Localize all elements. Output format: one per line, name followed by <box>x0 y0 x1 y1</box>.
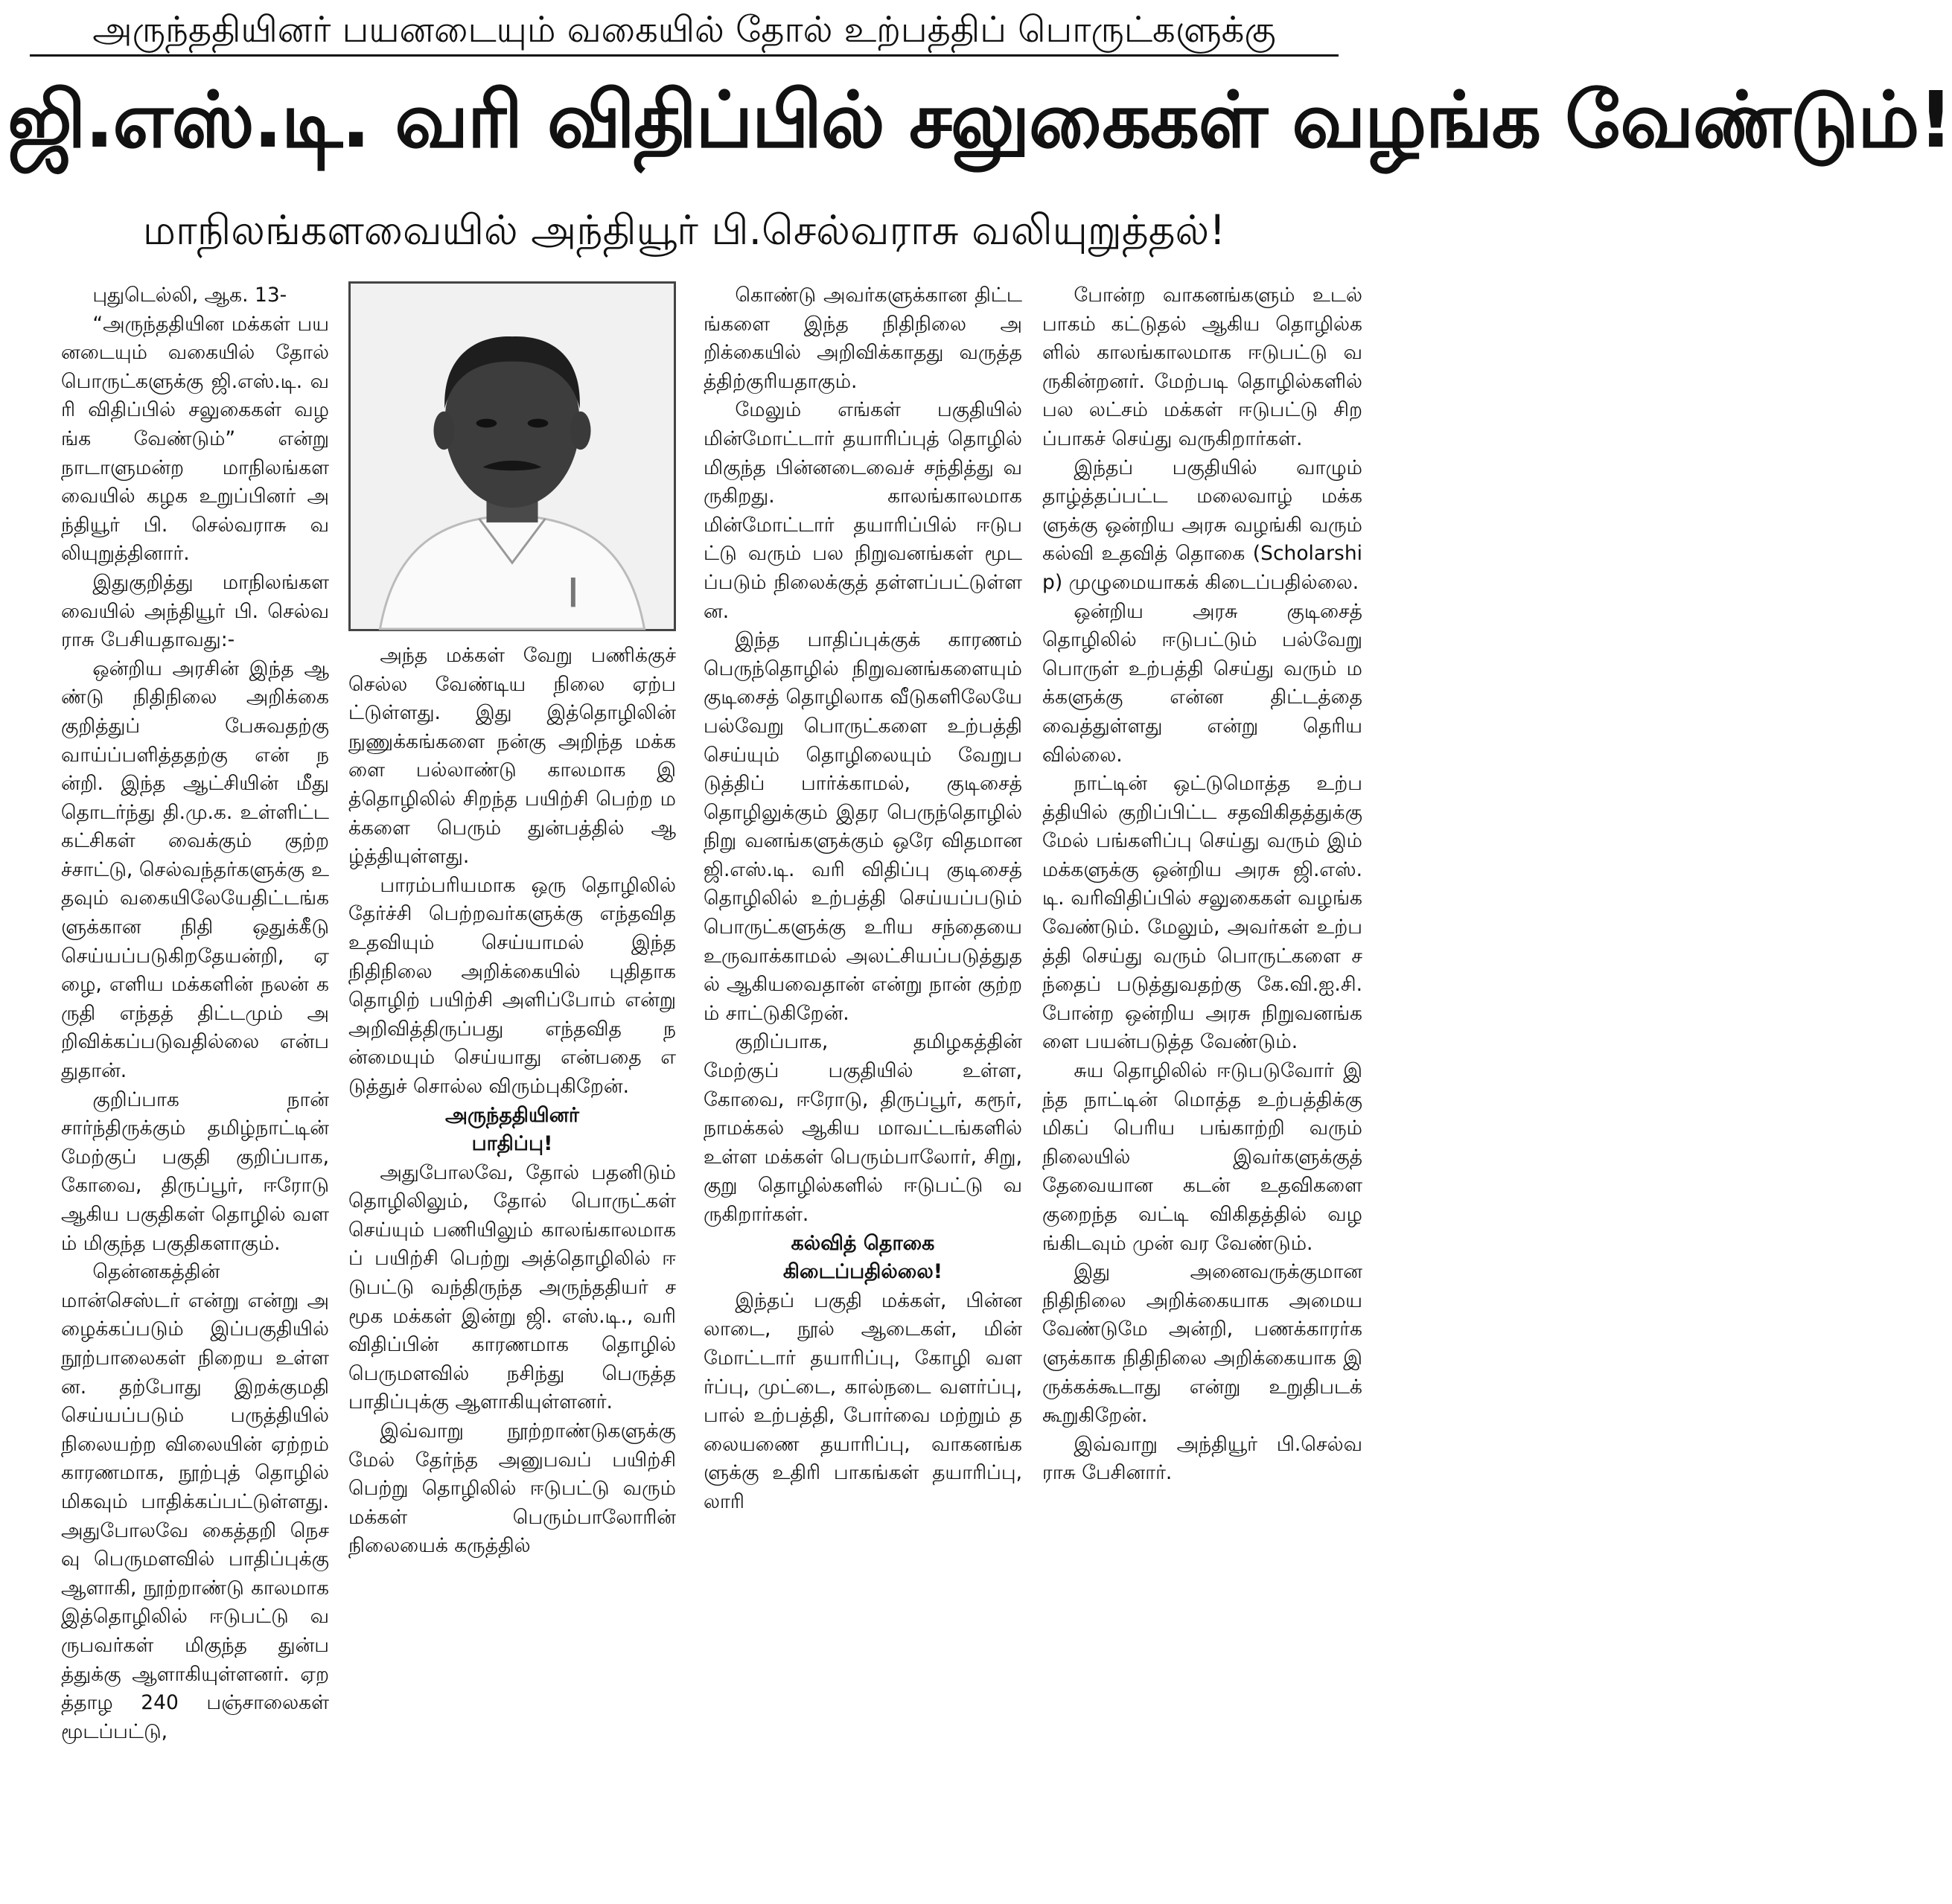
section-subtitle-line: பாதிப்பு! <box>471 1132 553 1156</box>
paragraph: இது அனைவருக்குமான நிதிநிலை அறிக்கையாக அமைய வேண்டுமே அன்றி, பணக்காரர்களுக்காக நிதிநிலை அறிக்கையாக இருக்கக்கூடாது என்று உறுதிபடக் கூறுகிறேன். <box>1042 1260 1362 1428</box>
paragraph: அதுபோலவே, தோல் பதனிடும் தொழிலிலும், தோல் பொருட்கள் செய்யும் பணியிலும் காலங்காலமாகப் பயிற்சி பெற்று அத்தொழிலில் ஈடுபட்டு வந்திருந்த அருந்ததியர் சமூக மக்கள் இன்று ஜி. எஸ்.டி., வரி விதிப்பின் காரணமாக தொழில் பெருமளவில் நசிந்து பெருத்த பாதிப்புக்கு ஆளாகியுள்ளனர். <box>348 1160 676 1414</box>
paragraph: பாரம்பரியமாக ஒரு தொழிலில் தேர்ச்சி பெற்றவர்களுக்கு எந்தவித உதவியும் செய்யாமல் இந்த நிதிநிலை அறிக்கையில் புதிதாக தொழிற் பயிற்சி அளிப்போம் என்று அறிவித்திருப்பது எந்தவித நன்மையும் செய்யாது என்பதை எடுத்துச் சொல்ல விரும்புகிறேன். <box>348 873 676 1098</box>
paragraph: நாட்டின் ஒட்டுமொத்த உற்பத்தியில் குறிப்பிட்ட சதவிகிதத்துக்கு மேல் பங்களிப்பு செய்து வரும் இம் மக்களுக்கு ஒன்றிய அரசு ஜி.எஸ்.டி. வரிவிதிப்பில் சலுகைகள் வழங்க வேண்டும். மேலும், அவர்கள் உற்பத்தி செய்து வரும் பொருட்களை சந்தைப் படுத்துவதற்கு கே.வி.ஐ.சி. போன்ற ஒன்றிய அரசு நிறுவனங்களை பயன்படுத்த வேண்டும். <box>1042 772 1362 1054</box>
paragraph: இந்தப் பகுதியில் வாழும் தாழ்த்தப்பட்ட மலைவாழ் மக்களுக்கு ஒன்றிய அரசு வழங்கி வரும் கல்வி உதவித் தொகை (Scholarship) முழுமையாகக் கிடைப்பதில்லை. <box>1042 456 1362 594</box>
column-2 <box>348 281 676 1897</box>
paragraph: குறிப்பாக, தமிழகத்தின் மேற்குப் பகுதியில் உள்ள, கோவை, ஈரோடு, திருப்பூர், கரூர், நாமக்கல் ஆகிய மாவட்டங்களில் உள்ள மக்கள் பெரும்பாலோர், சிறு, குறு தொழில்களில் ஈடுபட்டு வருகிறார்கள். <box>704 1030 1022 1226</box>
paragraph: இந்த பாதிப்புக்குக் காரணம் பெருந்தொழில் நிறுவனங்களையும் குடிசைத் தொழிலாக வீடுகளிலேயே பல்வேறு பொருட்களை உற்பத்தி செய்யும் தொழிலையும் வேறுபடுத்திப் பார்க்காமல், குடிசைத் தொழிலுக்கும் இதர பெருந்தொழில் நிறு வனங்களுக்கும் ஒரே விதமான ஜி.எஸ்.டி. வரி விதிப்பு குடிசைத் தொழிலில் உற்பத்தி செய்யப்படும் பொருட்களுக்கு உரிய சந்தையை உருவாக்காமல் அலட்சியப்படுத்துதல் ஆகியவைதான் என்று நான் குற்றம் சாட்டுகிறேன். <box>704 628 1022 1025</box>
paragraph: இந்தப் பகுதி மக்கள், பின்னலாடை, நூல் ஆடைகள், மின் மோட்டார் தயாரிப்பு, கோழி வளர்ப்பு, முட்டை, கால்நடை வளர்ப்பு, பால் உற்பத்தி, போர்வை மற்றும் தலையணை தயாரிப்பு, வாகனங்களுக்கு உதிரி பாகங்கள் தயாரிப்பு, லாரி <box>704 1288 1022 1513</box>
column-3 <box>704 281 1022 1897</box>
section-subtitle <box>348 1102 676 1159</box>
section-subtitle-line: அருந்ததியினர் <box>444 1103 580 1127</box>
dateline: புதுடெல்லி, ஆக. 13- <box>92 284 287 307</box>
paragraph: அந்த மக்கள் வேறு பணிக்குச் செல்ல வேண்டிய நிலை ஏற்பட்டுள்ளது. இது இத்தொழிலின் நுணுக்கங்களை நன்கு அறிந்த மக்களை பல்லாண்டு காலமாக இத்தொழிலில் சிறந்த பயிற்சி பெற்ற மக்களை பெரும் துன்பத்தில் ஆழ்த்தியுள்ளது. <box>348 644 676 869</box>
paragraph: “அருந்ததியின மக்கள் பயனடையும் வகையில் தோல் பொருட்களுக்கு ஜி.எஸ்.டி. வரி விதிப்பில் சலுகைகள் வழங்க வேண்டும்” என்று நாடாளுமன்ற மாநிலங்களவையில் கழக உறுப்பினர் அந்தியூர் பி. செல்வராசு வலியுறுத்தினார். <box>61 312 329 566</box>
subheadline: மாநிலங்களவையில் அந்தியூர் பி.செல்வராசு வலியுறுத்தல்! <box>142 206 1226 254</box>
section-subtitle <box>704 1230 1022 1287</box>
section-subtitle-line: கல்வித் தொகை <box>791 1231 935 1255</box>
paragraph: இவ்வாறு நூற்றாண்டுகளுக்கு மேல் தேர்ந்த அனுபவப் பயிற்சி பெற்று தொழிலில் ஈடுபட்டு வரும் மக்கள் பெரும்பாலோரின் நிலையைக் கருத்தில் <box>348 1419 676 1558</box>
section-subtitle-line: கிடைப்பதில்லை! <box>782 1260 943 1284</box>
speaker-photo <box>348 281 676 631</box>
paragraph: ஒன்றிய அரசு குடிசைத் தொழிலில் ஈடுபட்டும் பல்வேறு பொருள் உற்பத்தி செய்து வரும் மக்களுக்கு என்ன திட்டத்தை வைத்துள்ளது என்று தெரியவில்லை. <box>1042 599 1362 767</box>
paragraph: குறிப்பாக நான் சார்ந்திருக்கும் தமிழ்நாட்டின் மேற்குப் பகுதி குறிப்பாக, கோவை, திருப்பூர், ஈரோடு ஆகிய பகுதிகள் தொழில் வளம் மிகுந்த பகுதிகளாகும். <box>61 1087 329 1255</box>
paragraph: மேலும் எங்கள் பகுதியில் மின்மோட்டார் தயாரிப்புத் தொழில் மிகுந்த பின்னடைவைச் சந்தித்து வருகிறது. காலங்காலமாக மின்மோட்டார் தயாரிப்பில் ஈடுபட்டு வரும் பல நிறுவனங்கள் மூடப்படும் நிலைக்குத் தள்ளப்பட்டுள்ளன. <box>704 398 1022 623</box>
paragraph: தென்னகத்தின் மான்செஸ்டர் என்று என்று அழைக்கப்படும் இப்பகுதியில் நூற்பாலைகள் நிறைய உள்ளன. தற்போது இறக்குமதி செய்யப்படும் பருத்தியில் நிலையற்ற விலையின் ஏற்றம் காரணமாக, நூற்புத் தொழில் மிகவும் பாதிக்கப்பட்டுள்ளது. அதுபோலவே கைத்தறி நெசவு பெருமளவில் பாதிப்புக்கு ஆளாகி, நூற்றாண்டு காலமாக இத்தொழிலில் ஈடுபட்டு வருபவர்கள் மிகுந்த துன்பத்துக்கு ஆளாகியுள்ளனர். ஏறத்தாழ 240 பஞ்சாலைகள் மூடப்பட்டு, <box>61 1260 329 1743</box>
paragraph: போன்ற வாகனங்களும் உடல் பாகம் கட்டுதல் ஆகிய தொழில்களில் காலங்காலமாக ஈடுபட்டு வருகின்றனர். மேற்படி தொழில்களில் பல லட்சம் மக்கள் ஈடுபட்டு சிறப்பாகச் செய்து வருகிறார்கள். <box>1042 284 1362 450</box>
paragraph: கொண்டு அவர்களுக்கான திட்டங்களை இந்த நிதிநிலை அறிக்கையில் அறிவிக்காதது வருத்தத்திற்குரியதாகும். <box>704 284 1022 393</box>
closing-paragraph: இவ்வாறு அந்தியூர் பி.செல்வராசு பேசினார். <box>1042 1432 1362 1485</box>
column-4 <box>1042 281 1362 1897</box>
kicker-line: அருந்ததியினர் பயனடையும் வகையில் தோல் உற்பத்திப் பொருட்களுக்கு <box>30 4 1339 57</box>
portrait-illustration <box>351 284 674 629</box>
paragraph: சுய தொழிலில் ஈடுபடுவோர் இந்த நாட்டின் மொத்த உற்பத்திக்கு மிகப் பெரிய பங்காற்றி வரும் நிலையில் இவர்களுக்குத் தேவையான கடன் உதவிகளை குறைந்த வட்டி விகிதத்தில் வழங்கிடவும் முன் வர வேண்டும். <box>1042 1059 1362 1255</box>
paragraph: ஒன்றிய அரசின் இந்த ஆண்டு நிதிநிலை அறிக்கை குறித்துப் பேசுவதற்கு வாய்ப்பளித்ததற்கு என் நன்றி. இந்த ஆட்சியின் மீது தொடர்ந்து தி.மு.க. உள்ளிட்ட கட்சிகள் வைக்கும் குற்றச்சாட்டு, செல்வந்தர்களுக்கு உதவும் வகையிலேயேதிட்டங்களுக்கான நிதி ஒதுக்கீடு செய்யப்படுகிறதேயன்றி, ஏழை, எளிய மக்களின் நலன் கருதி எந்தத் திட்டமும் அறிவிக்கப்படுவதில்லை என்பதுதான். <box>61 657 329 1083</box>
headline: ஜி.எஸ்.டி. வரி விதிப்பில் சலுகைகள் வழங்க வேண்டும்! <box>7 74 1952 165</box>
column-1 <box>61 281 329 1897</box>
paragraph: இதுகுறித்து மாநிலங்களவையில் அந்தியூர் பி. செல்வராசு பேசியதாவது:- <box>61 570 329 652</box>
